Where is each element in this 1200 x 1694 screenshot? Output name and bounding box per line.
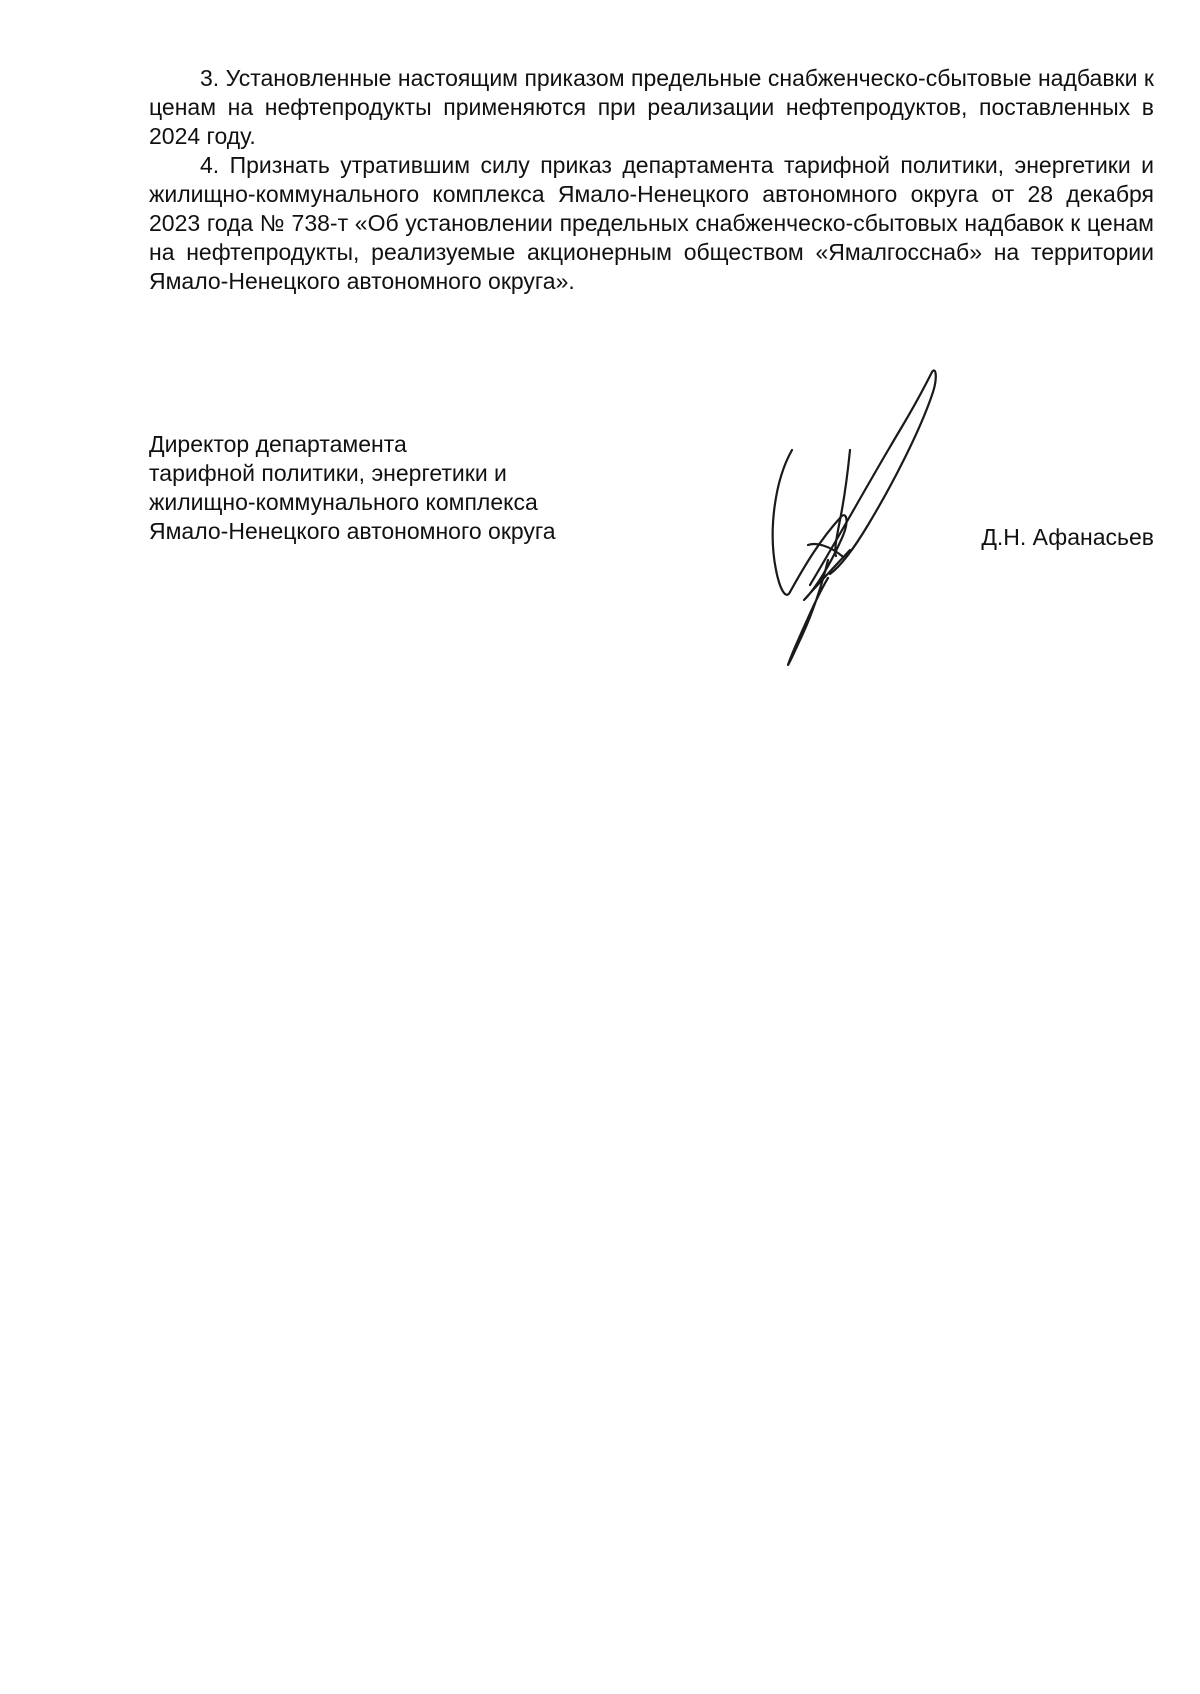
signatory-title-line: Ямало-Ненецкого автономного округа [149,518,556,544]
paragraph-item-3: 3. Установленные настоящим приказом предельные снабженческо-сбытовые надбавки к ценам на нефтепродукты применяются при реализации нефтепродуктов, поставленных в 2024 году. [149,65,1154,149]
signatory-title-line: жилищно-коммунального комплекса [149,489,538,515]
paragraph-item-4: 4. Признать утратившим силу приказ департамента тарифной политики, энергетики и жилищно-коммунального комплекса Ямало-Ненецкого автономного округа от 28 декабря 2023 года № 738-т «Об установлении предельных снабженческо-сбытовых надбавок к ценам на нефтепродукты, реализуемые акционерным обществом «Ямалгосснаб» на территории Ямало-Ненецкого автономного округа». [149,152,1154,294]
document-body [149,64,1154,296]
signatory-name: Д.Н. Афанасьев [981,524,1154,550]
signatory-title-line: Директор департамента [149,431,407,457]
signatory-title [149,430,556,546]
signatory-title-line: тарифной политики, энергетики и [149,460,507,486]
handwritten-signature [750,360,970,675]
